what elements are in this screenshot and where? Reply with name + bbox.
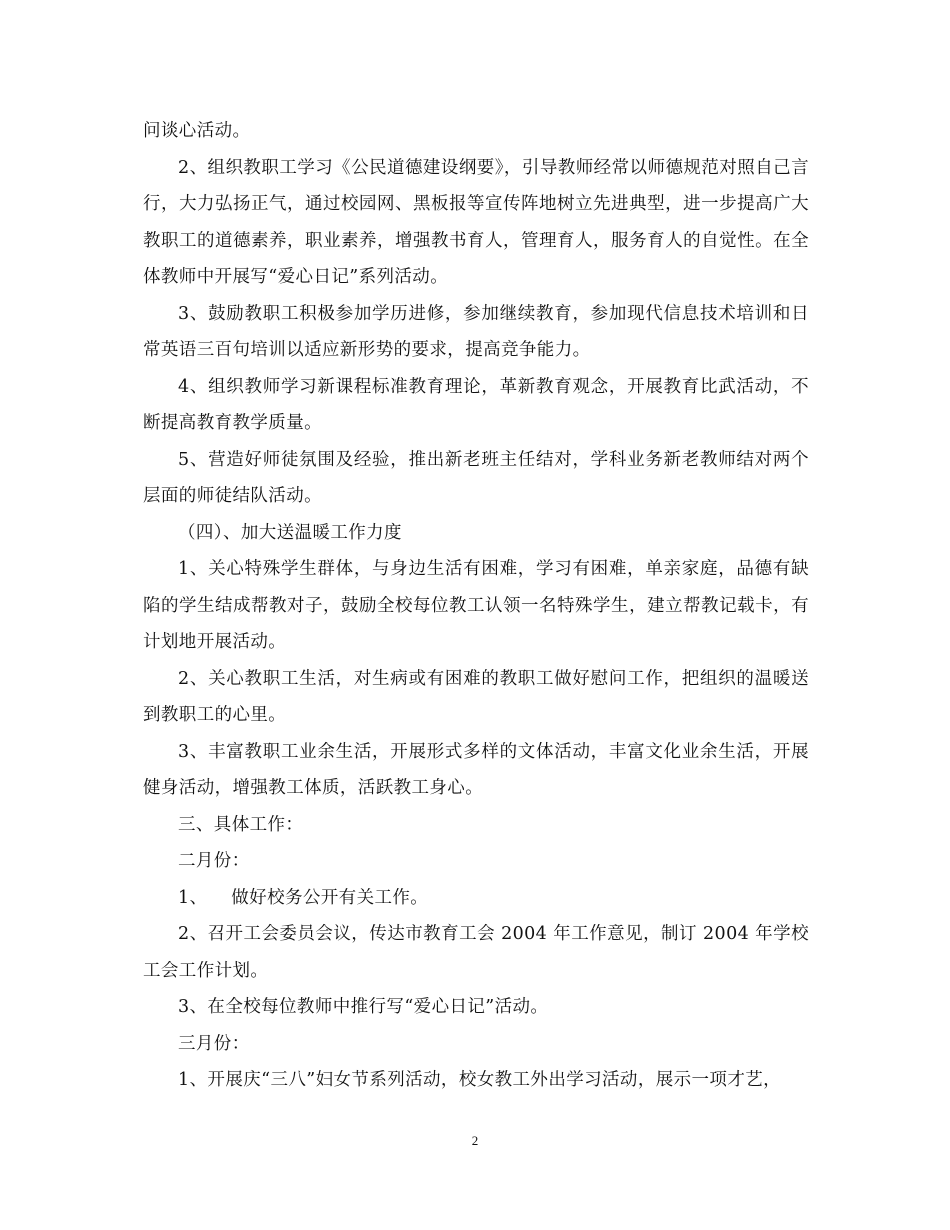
body-paragraph: 1、开展庆“三八”妇女节系列活动，校女教工外出学习活动，展示一项才艺， [178,1070,782,1090]
body-paragraph: 问谈心活动。 [143,121,251,141]
body-paragraph: 3、丰富教职工业余生活，开展形式多样的文体活动，丰富文化业余生活，开展健身活动，增强教工体质，活跃教工身心。 [143,741,809,798]
body-paragraph: 2、召开工会委员会议，传达市教育工会 2004 年工作意见，制订 2004 年学校工会工作计划。 [143,924,809,981]
body-paragraph: 1、 做好校务公开有关工作。 [178,887,429,908]
body-paragraph: 4、组织教师学习新课程标准教育理论，革新教育观念，开展教育比武活动，不断提高教育教学质量。 [143,376,809,433]
body-paragraph: 1、关心特殊学生群体，与身边生活有困难，学习有困难，单亲家庭，品德有缺陷的学生结成帮教对子，鼓励全校每位教工认领一名特殊学生，建立帮教记载卡，有计划地开展活动。 [143,559,809,652]
section-heading: 三、具体工作： [178,814,304,835]
month-heading: 二月份： [178,851,250,871]
page-number: 2 [471,1133,479,1148]
body-paragraph: 3、在全校每位教师中推行写“爱心日记”活动。 [178,997,549,1017]
body-paragraph: 3、鼓励教职工积极参加学历进修，参加继续教育，参加现代信息技术培训和日常英语三百句培训以适应新形势的要求，提高竞争能力。 [143,303,809,360]
body-paragraph: 2、组织教职工学习《公民道德建设纲要》，引导教师经常以师德规范对照自己言行，大力弘扬正气，通过校园网、黑板报等宣传阵地树立先进典型，进一步提高广大教职工的道德素养，职业素养，增强教书育人，管理育人，服务育人的自觉性。在全体教师中开展写“爱心日记”系列活动。 [143,157,809,287]
document-body [143,113,809,1099]
month-heading: 三月份： [178,1033,250,1054]
body-paragraph: 5、营造好师徒氛围及经验，推出新老班主任结对，学科业务新老教师结对两个层面的师徒结队活动。 [143,449,809,506]
body-paragraph: 2、关心教职工生活，对生病或有困难的教职工做好慰问工作，把组织的温暖送到教职工的心里。 [143,668,809,725]
section-heading: （四）、加大送温暖工作力度 [178,522,402,543]
